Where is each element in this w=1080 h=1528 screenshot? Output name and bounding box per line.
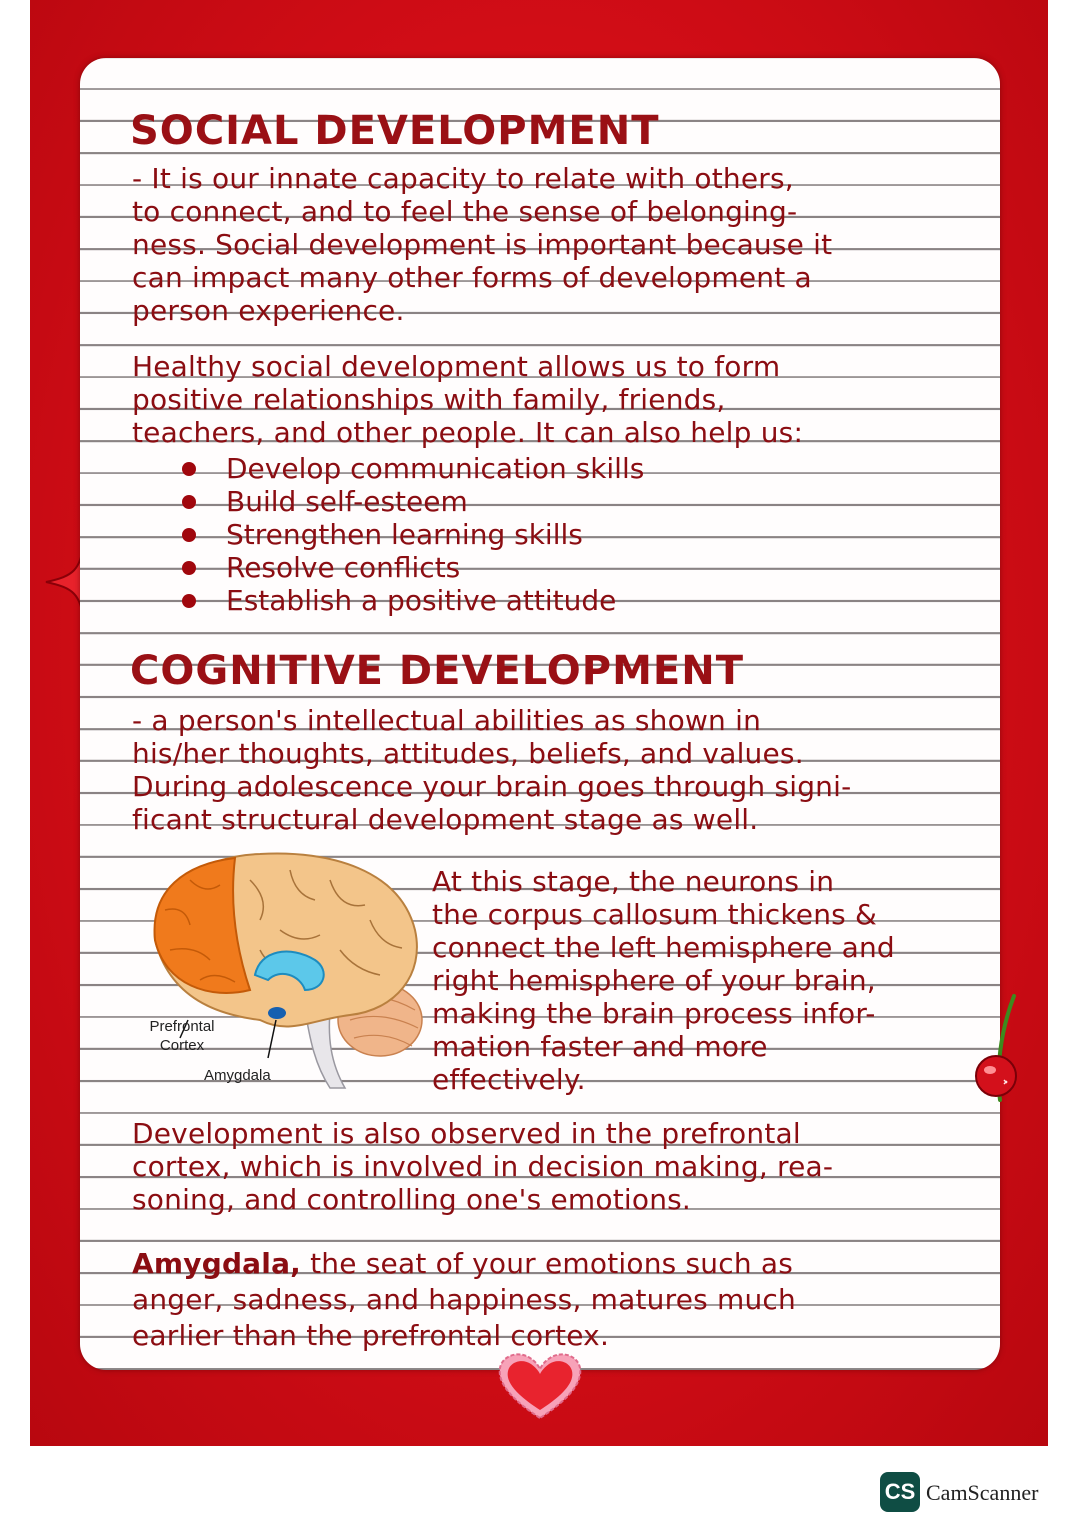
list-item	[182, 452, 644, 485]
cherry-icon	[970, 992, 1026, 1104]
amygdala-paragraph	[132, 1246, 796, 1354]
text-line: mation faster and more	[432, 1030, 768, 1063]
text-line: the corpus callosum thickens &	[432, 898, 878, 931]
social-benefits-list	[182, 452, 644, 617]
text-line: - It is our innate capacity to relate with others,	[132, 162, 794, 195]
bullet-icon	[182, 594, 196, 608]
bullet-icon	[182, 495, 196, 509]
text-line: connect the left hemisphere and	[432, 931, 895, 964]
text-line: teachers, and other people. It can also help us:	[132, 416, 804, 449]
camscanner-text: CamScanner	[926, 1480, 1039, 1505]
brain-illustration	[140, 850, 430, 1095]
camscanner-logo: CS	[880, 1472, 920, 1512]
cognitive-heading: COGNITIVE DEVELOPMENT	[130, 648, 745, 694]
text-line: can impact many other forms of development a	[132, 261, 812, 294]
prefrontal-cortex-label: Prefrontal Cortex	[149, 1018, 215, 1054]
cognitive-definition	[132, 704, 851, 836]
amygdala-term: Amygdala,	[132, 1247, 302, 1280]
bullet-icon	[182, 462, 196, 476]
text-line: ness. Social development is important because it	[132, 228, 833, 261]
text-line: - a person's intellectual abilities as shown in	[132, 704, 762, 737]
list-item-text: Build self-esteem	[226, 485, 468, 518]
prefrontal-paragraph	[132, 1117, 833, 1216]
text-line: ficant structural development stage as well.	[132, 803, 759, 836]
text-line: anger, sadness, and happiness, matures much	[132, 1283, 796, 1316]
text-line: to connect, and to feel the sense of belonging-	[132, 195, 798, 228]
text-line: earlier than the prefrontal cortex.	[132, 1319, 610, 1352]
text-line: soning, and controlling one's emotions.	[132, 1183, 692, 1216]
text-line: person experience.	[132, 294, 405, 327]
amygdala-label: Amygdala	[204, 1067, 271, 1084]
corpus-callosum-paragraph	[432, 865, 895, 1096]
social-heading: SOCIAL DEVELOPMENT	[130, 108, 660, 154]
text-line: positive relationships with family, friends,	[132, 383, 726, 416]
bullet-icon	[182, 528, 196, 542]
list-item-text: Develop communication skills	[226, 452, 645, 485]
text-line: At this stage, the neurons in	[432, 865, 835, 898]
text-line: effectively.	[432, 1063, 586, 1096]
social-healthy-paragraph	[132, 350, 803, 449]
text-line: his/her thoughts, attitudes, beliefs, and values.	[132, 737, 804, 770]
bullet-icon	[182, 561, 196, 575]
list-item	[182, 518, 644, 551]
list-item	[182, 584, 644, 617]
list-item	[182, 551, 644, 584]
list-item-text: Strengthen learning skills	[226, 518, 583, 551]
list-item-text: Establish a positive attitude	[226, 584, 617, 617]
list-item-text: Resolve conflicts	[226, 551, 461, 584]
social-definition	[132, 162, 832, 327]
heart-icon	[496, 1352, 584, 1422]
text-line: cortex, which is involved in decision making, rea-	[132, 1150, 834, 1183]
text-line: making the brain process infor-	[432, 997, 876, 1030]
text-line: Development is also observed in the prefrontal	[132, 1117, 801, 1150]
text-line: the seat of your emotions such as	[301, 1247, 794, 1280]
list-item	[182, 485, 644, 518]
text-line: During adolescence your brain goes through signi-	[132, 770, 852, 803]
text-line: right hemisphere of your brain,	[432, 964, 876, 997]
text-line: Healthy social development allows us to form	[132, 350, 781, 383]
